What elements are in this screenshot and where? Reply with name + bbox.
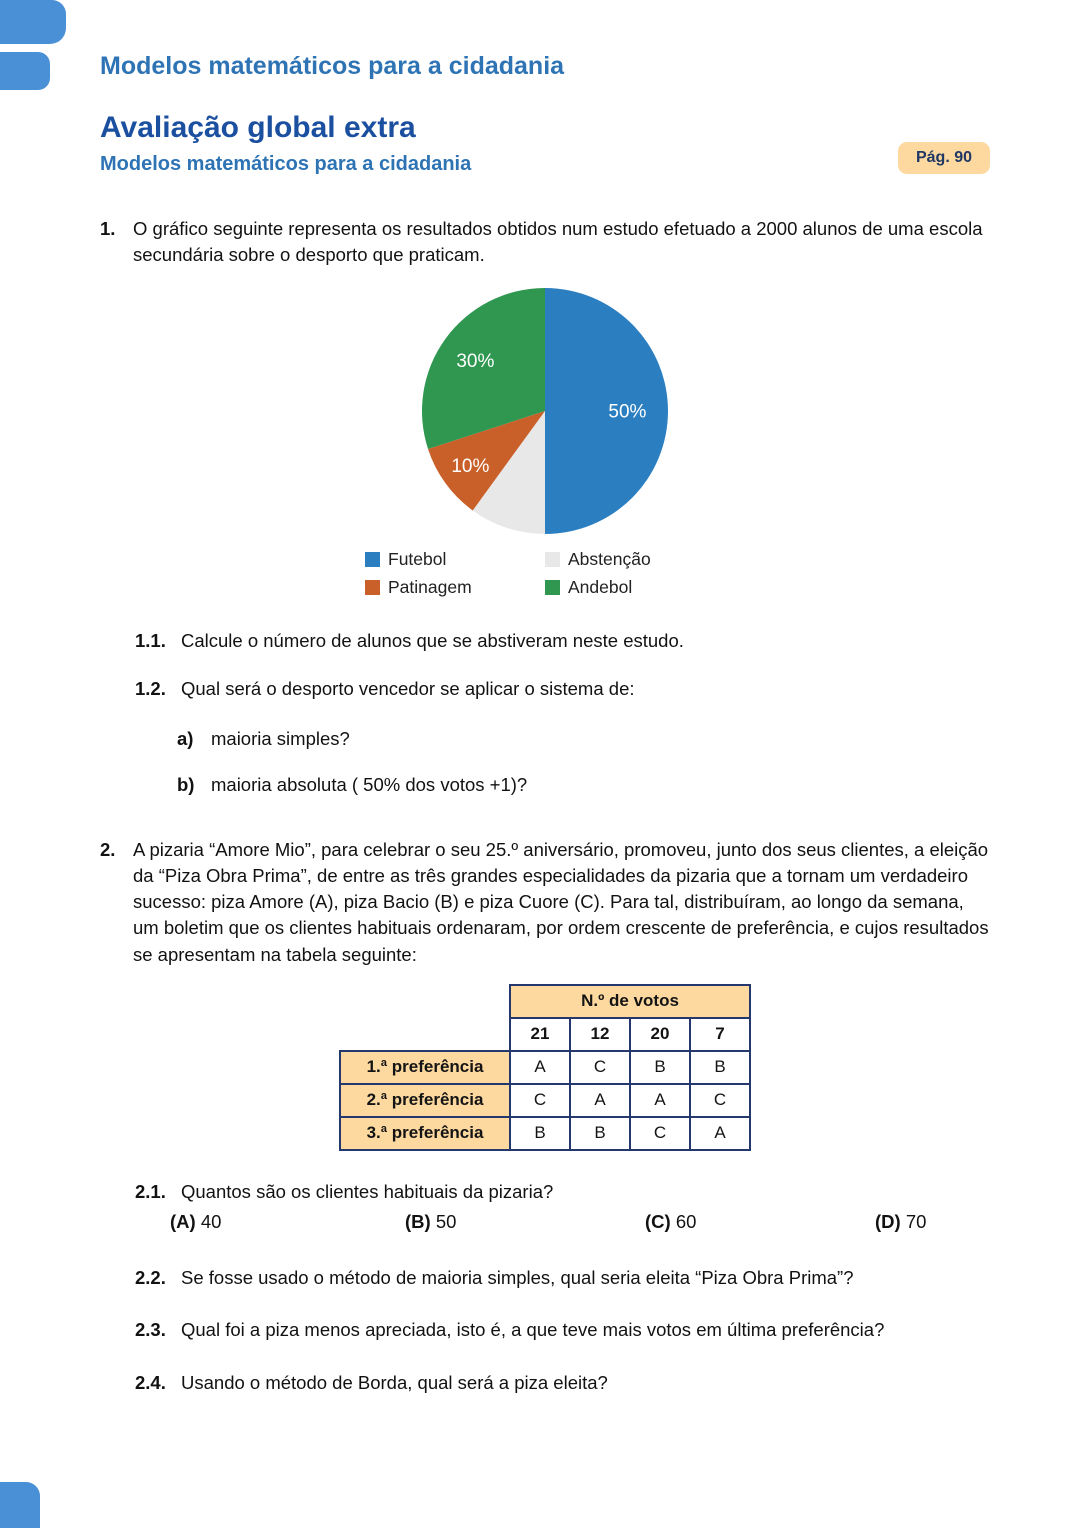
votes-count-cell: 21 xyxy=(510,1018,570,1051)
legend-label: Abstenção xyxy=(568,548,651,569)
question-1-2-a-letter: a) xyxy=(177,728,194,750)
preference-cell: B xyxy=(510,1117,570,1150)
chart-legend xyxy=(365,549,725,598)
question-2-4-number: 2.4. xyxy=(135,1371,166,1393)
legend-color-swatch xyxy=(365,580,380,595)
pie-chart xyxy=(419,285,671,537)
option-d xyxy=(875,1211,926,1233)
option-b-key: (B) xyxy=(405,1211,431,1233)
preference-row-label: 1.ª preferência xyxy=(340,1051,510,1084)
option-a-key: (A) xyxy=(170,1211,196,1233)
votes-table-header: N.º de votos xyxy=(510,985,750,1018)
page-number-badge: Pág. 90 xyxy=(898,142,990,174)
option-d-value: 70 xyxy=(905,1211,927,1233)
preference-cell: A xyxy=(630,1084,690,1117)
pie-slice-futebol xyxy=(545,288,668,534)
legend-color-swatch xyxy=(365,552,380,567)
legend-item-futebol xyxy=(365,549,545,570)
question-2-2-number: 2.2. xyxy=(135,1267,166,1289)
question-1-2-text: Qual será o desporto vencedor se aplicar o sistema de: xyxy=(181,677,635,699)
question-2-1-number: 2.1. xyxy=(135,1180,166,1202)
question-2-4 xyxy=(135,1370,990,1396)
corner-decoration-bottom xyxy=(0,1482,40,1528)
option-d-key: (D) xyxy=(875,1211,901,1233)
option-c-value: 60 xyxy=(675,1211,697,1233)
legend-color-swatch xyxy=(545,552,560,567)
question-2 xyxy=(100,837,990,968)
preference-cell: C xyxy=(510,1084,570,1117)
preference-cell: C xyxy=(690,1084,750,1117)
preference-cell: B xyxy=(570,1117,630,1150)
table-row xyxy=(340,1084,750,1117)
question-2-2-text: Se fosse usado o método de maioria simples, qual seria eleita “Piza Obra Prima”? xyxy=(181,1267,854,1289)
legend-label: Futebol xyxy=(388,548,447,569)
table-empty-cell xyxy=(340,985,510,1018)
question-2-1 xyxy=(135,1179,990,1205)
pie-slice-percentage-label: 50% xyxy=(608,401,647,423)
option-c-key: (C) xyxy=(645,1211,671,1233)
question-1-2-a xyxy=(177,726,990,752)
option-a xyxy=(170,1211,221,1233)
question-2-2 xyxy=(135,1265,990,1291)
question-2-4-text: Usando o método de Borda, qual será a piza eleita? xyxy=(181,1371,608,1393)
preference-cell: C xyxy=(570,1051,630,1084)
question-2-3-text: Qual foi a piza menos apreciada, isto é, a que teve mais votos em última preferência? xyxy=(181,1319,885,1341)
table-empty-cell xyxy=(340,1018,510,1051)
question-1-2-b-text: maioria absoluta ( 50% dos votos +1)? xyxy=(211,774,528,796)
question-1-text: O gráfico seguinte representa os resultados obtidos num estudo efetuado a 2000 alunos de uma escola secundária sobre o desporto que praticam. xyxy=(133,218,983,266)
question-2-3 xyxy=(135,1317,990,1343)
table-row xyxy=(340,1018,750,1051)
pie-chart-figure xyxy=(100,285,990,598)
option-a-value: 40 xyxy=(200,1211,222,1233)
preference-cell: A xyxy=(690,1117,750,1150)
question-2-number: 2. xyxy=(100,838,116,860)
question-1-1 xyxy=(135,628,990,654)
page-title: Avaliação global extra xyxy=(100,111,416,144)
preference-cell: C xyxy=(630,1117,690,1150)
preference-cell: B xyxy=(690,1051,750,1084)
legend-color-swatch xyxy=(545,580,560,595)
question-1-2 xyxy=(135,676,990,702)
preference-cell: A xyxy=(510,1051,570,1084)
preference-cell: B xyxy=(630,1051,690,1084)
question-1-1-number: 1.1. xyxy=(135,629,166,651)
option-b-value: 50 xyxy=(435,1211,457,1233)
preference-row-label: 3.ª preferência xyxy=(340,1117,510,1150)
question-2-3-number: 2.3. xyxy=(135,1319,166,1341)
legend-item-abstenção xyxy=(545,549,725,570)
question-1-2-b-letter: b) xyxy=(177,774,195,796)
legend-label: Patinagem xyxy=(388,576,472,597)
pie-slice-percentage-label: 30% xyxy=(456,350,495,372)
question-1-2-number: 1.2. xyxy=(135,677,166,699)
question-1-number: 1. xyxy=(100,218,116,239)
preference-row-label: 2.ª preferência xyxy=(340,1084,510,1117)
question-1 xyxy=(100,216,990,269)
table-row xyxy=(340,1117,750,1150)
votes-count-cell: 20 xyxy=(630,1018,690,1051)
question-2-1-options xyxy=(100,1211,990,1239)
votes-table xyxy=(339,984,751,1151)
option-c xyxy=(645,1211,696,1233)
preference-cell: A xyxy=(570,1084,630,1117)
book-section-title: Modelos matemáticos para a cidadania xyxy=(100,52,565,80)
pie-slice-percentage-label: 10% xyxy=(451,455,490,477)
page-subtitle: Modelos matemáticos para a cidadania xyxy=(100,153,472,175)
table-row xyxy=(340,985,750,1018)
votes-count-cell: 7 xyxy=(690,1018,750,1051)
question-1-1-text: Calcule o número de alunos que se abstiveram neste estudo. xyxy=(181,629,684,651)
question-2-1-text: Quantos são os clientes habituais da pizaria? xyxy=(181,1180,554,1202)
legend-item-andebol xyxy=(545,577,725,598)
question-2-text: A pizaria “Amore Mio”, para celebrar o seu 25.º aniversário, promoveu, junto dos seus clientes, a eleição da “Piza Obra Prima”, de entre as três grandes especialidades da pizaria que a tornam um verdadeiro sucesso: piza Amore (A), piza Bacio (B) e piza Cuore (C). Para tal, distribuíram, ao longo da semana, um boletim que os clientes habituais ordenaram, por ordem crescente de preferência, e cujos resultados se apresentam na tabela seguinte: xyxy=(133,838,989,965)
legend-label: Andebol xyxy=(568,576,633,597)
option-b xyxy=(405,1211,456,1233)
question-1-2-a-text: maioria simples? xyxy=(211,728,350,750)
legend-item-patinagem xyxy=(365,577,545,598)
question-1-2-b xyxy=(177,772,990,798)
votes-count-cell: 12 xyxy=(570,1018,630,1051)
table-row xyxy=(340,1051,750,1084)
